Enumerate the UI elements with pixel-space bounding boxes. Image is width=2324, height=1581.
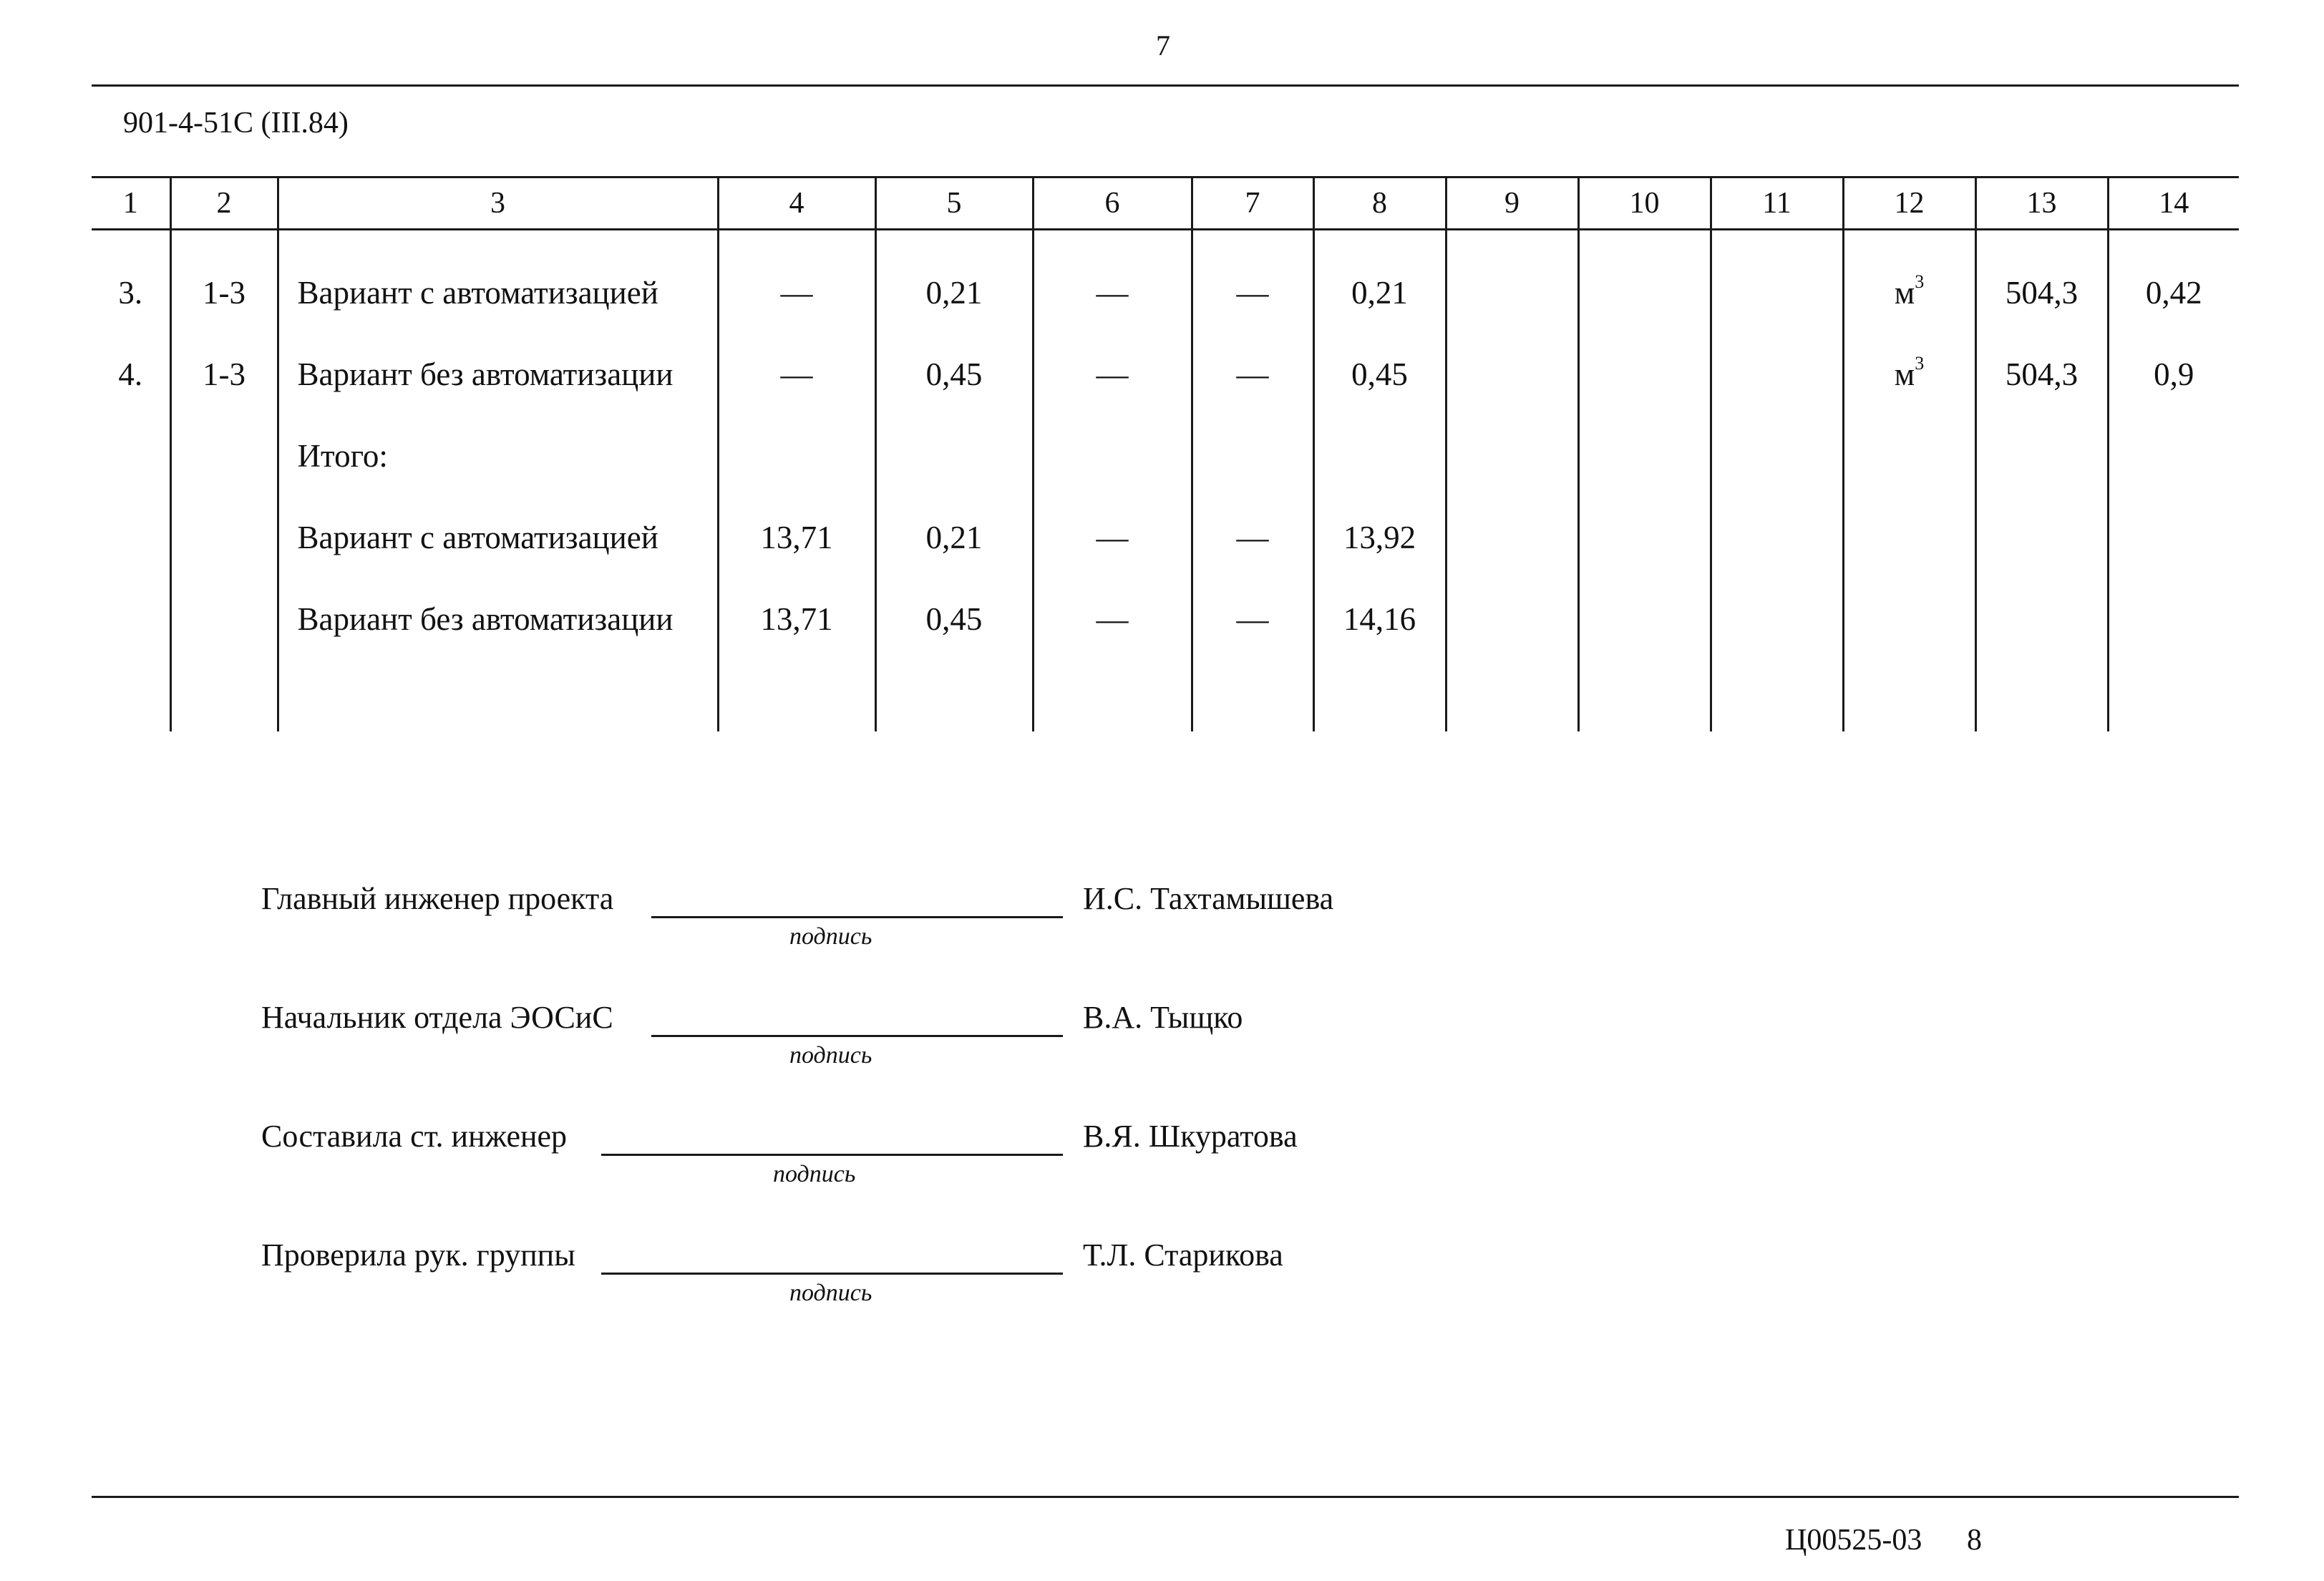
cell-value: [1711, 578, 1843, 660]
cell-code: 1-3: [170, 334, 278, 415]
cell-value: —: [1033, 334, 1192, 415]
cell-value: 0,45: [875, 334, 1033, 415]
cell-value: —: [1033, 497, 1192, 578]
cell-name: Вариант с автоматизацией: [278, 497, 718, 578]
cell-value: [1446, 578, 1578, 660]
cell-value: 13,71: [718, 497, 875, 578]
signature-title: Главный инженер проекта: [261, 881, 614, 916]
signature-title: Проверила рук. группы: [261, 1237, 575, 1273]
unit-text: м: [1894, 275, 1915, 311]
cell-number: [92, 497, 170, 578]
table-row: [92, 230, 2239, 334]
cell-value: [1578, 415, 1711, 497]
cell-code: [170, 578, 278, 660]
signature-line: [651, 1035, 1063, 1037]
column-header: 1: [92, 177, 170, 230]
table-filler-row: [92, 660, 2239, 731]
cell-value: 0,42: [2108, 230, 2239, 334]
cell-name: Вариант без автоматизации: [278, 334, 718, 415]
column-header: 14: [2108, 177, 2239, 230]
signature-caption: подпись: [789, 1042, 872, 1069]
table-row: [92, 334, 2239, 415]
document-code: 901-4-51С (III.84): [123, 107, 349, 140]
cell-value: [1711, 230, 1843, 334]
cell-value: —: [1033, 578, 1192, 660]
cell-value: [2108, 578, 2239, 660]
table-row: [92, 497, 2239, 578]
table-row: [92, 578, 2239, 660]
cell-value: [1578, 578, 1711, 660]
cell-name: Итого:: [278, 415, 718, 497]
cell-value: 0,45: [875, 578, 1033, 660]
cell-value: [1578, 334, 1711, 415]
cell-number: 4.: [118, 356, 143, 392]
cell-value: [1843, 578, 1975, 660]
data-table: [92, 176, 2239, 731]
signature-title: Составила ст. инженер: [261, 1119, 568, 1154]
cell-code: 1-3: [170, 230, 278, 334]
cell-value: [1975, 578, 2108, 660]
cell-value: [1843, 415, 1975, 497]
cell-value: [1446, 334, 1578, 415]
cell-unit: [1843, 230, 1975, 334]
cell-value: [1711, 497, 1843, 578]
table-row: [92, 415, 2239, 497]
cell-value: —: [1192, 578, 1313, 660]
bottom-rule: [92, 1496, 2239, 1498]
cell-value: 504,3: [1975, 334, 2108, 415]
cell-unit: [1843, 334, 1975, 415]
signature-name: Т.Л. Старикова: [1083, 1237, 1283, 1273]
column-header: 2: [170, 177, 278, 230]
signature-line: [601, 1154, 1063, 1156]
cell-value: 0,21: [875, 230, 1033, 334]
cell-value: 0,45: [1313, 334, 1446, 415]
cell-value: [1033, 415, 1192, 497]
signature-caption: подпись: [773, 1161, 856, 1187]
signature-line: [601, 1273, 1063, 1275]
cell-number: 3.: [118, 275, 143, 311]
cell-value: [1711, 415, 1843, 497]
cell-code: [170, 415, 278, 497]
cell-value: [1843, 497, 1975, 578]
cell-code: [170, 497, 278, 578]
cell-value: 0,21: [1313, 230, 1446, 334]
cell-name: Вариант без автоматизации: [278, 578, 718, 660]
cell-value: [875, 415, 1033, 497]
cell-value: [718, 415, 875, 497]
unit-superscript: 3: [1915, 271, 1925, 292]
cell-value: [2108, 415, 2239, 497]
table-header-row: [92, 177, 2239, 230]
column-header: 5: [875, 177, 1033, 230]
cell-value: —: [1192, 497, 1313, 578]
cell-value: [1313, 415, 1446, 497]
cell-value: [2108, 497, 2239, 578]
cell-value: 13,71: [718, 578, 875, 660]
signature-caption: подпись: [789, 923, 872, 950]
signature-line: [651, 916, 1063, 918]
cell-value: [1711, 334, 1843, 415]
footer-code: Ц00525-03: [1785, 1524, 1922, 1557]
column-header: 4: [718, 177, 875, 230]
column-header: 7: [1192, 177, 1313, 230]
top-rule: [92, 84, 2239, 87]
signature-name: В.А. Тыщко: [1083, 1000, 1243, 1035]
cell-value: —: [1192, 334, 1313, 415]
signature-caption: подпись: [789, 1280, 872, 1306]
column-header: 12: [1843, 177, 1975, 230]
column-header: 9: [1446, 177, 1578, 230]
cell-number: [92, 578, 170, 660]
cell-value: —: [718, 334, 875, 415]
column-header: 6: [1033, 177, 1192, 230]
cell-value: [1578, 230, 1711, 334]
cell-value: [1446, 230, 1578, 334]
footer-sheet-number: 8: [1967, 1524, 1982, 1557]
cell-name: Вариант с автоматизацией: [278, 230, 718, 334]
cell-value: 14,16: [1313, 578, 1446, 660]
cell-value: [1446, 497, 1578, 578]
column-header: 3: [278, 177, 718, 230]
cell-value: 13,92: [1313, 497, 1446, 578]
page-number: 7: [1156, 29, 1170, 62]
cell-number: [92, 415, 170, 497]
unit-text: м: [1894, 356, 1915, 392]
column-header: 8: [1313, 177, 1446, 230]
cell-value: —: [1033, 230, 1192, 334]
cell-value: [1578, 497, 1711, 578]
cell-value: [1192, 415, 1313, 497]
signature-title: Начальник отдела ЭОСиС: [261, 1000, 613, 1035]
column-header: 11: [1711, 177, 1843, 230]
cell-value: [1975, 415, 2108, 497]
column-header: 13: [1975, 177, 2108, 230]
cell-value: [1975, 497, 2108, 578]
cell-value: 0,9: [2108, 334, 2239, 415]
unit-superscript: 3: [1915, 353, 1925, 374]
cell-value: —: [718, 230, 875, 334]
signature-name: И.С. Тахтамышева: [1083, 881, 1334, 916]
signature-name: В.Я. Шкуратова: [1083, 1119, 1298, 1154]
cell-value: 504,3: [1975, 230, 2108, 334]
cell-value: —: [1192, 230, 1313, 334]
cell-value: [1446, 415, 1578, 497]
column-header: 10: [1578, 177, 1711, 230]
cell-value: 0,21: [875, 497, 1033, 578]
